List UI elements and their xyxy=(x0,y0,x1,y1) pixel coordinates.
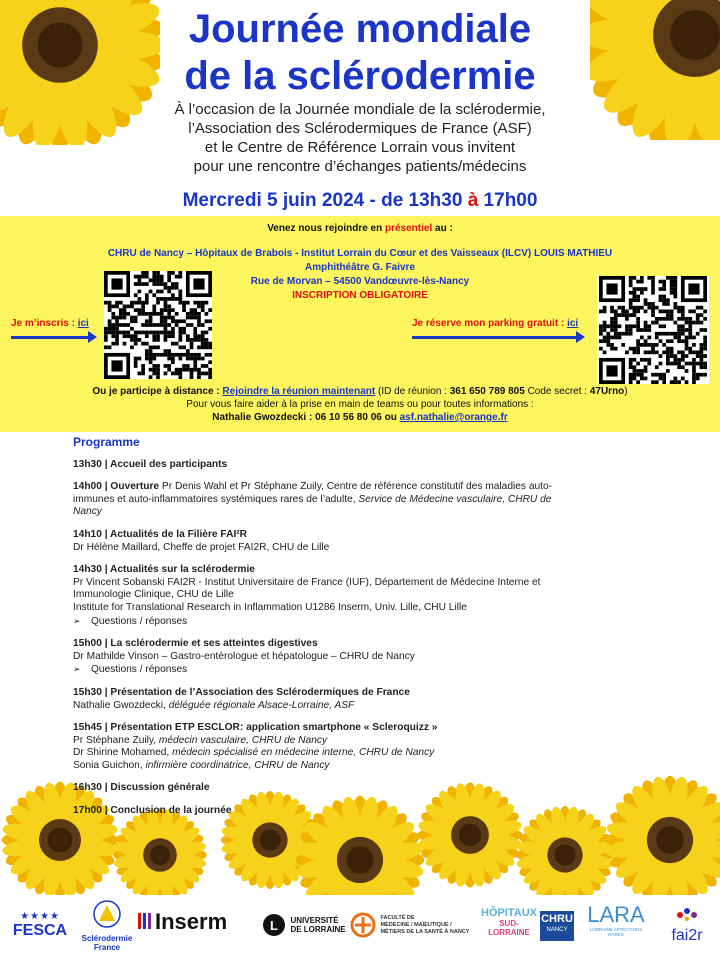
programme-item-line xyxy=(73,494,643,507)
passcode: 47Urno xyxy=(589,386,625,397)
programme-item-line xyxy=(73,760,643,773)
mandatory-notice: INSCRIPTION OBLIGATOIRE xyxy=(292,290,428,301)
line-text: Immunologie Clinique, CHU de Lille xyxy=(73,589,234,601)
passcode-label: Code secret : xyxy=(524,386,590,397)
register-link[interactable]: ici xyxy=(77,318,89,329)
programme-item-line xyxy=(73,700,643,713)
programme-item-heading: 15h45 | Présentation ETP ESCLOR: application smartphone « Scleroquizz » xyxy=(73,722,438,734)
inserm-logo xyxy=(138,909,228,934)
programme-item-line xyxy=(73,747,643,760)
fac-text-1: FACULTÉ DE xyxy=(380,914,415,921)
arrow-right-icon xyxy=(11,336,89,339)
fai2r-dots-icon xyxy=(672,905,702,923)
intro-line: pour une rencontre d’échanges patients/médecins xyxy=(193,158,527,175)
sclerodermie-france-logo xyxy=(76,899,138,952)
fesca-logo: ★★★★ FESCA xyxy=(12,911,68,939)
line-italic: médecin vasculaire, CHRU de Nancy xyxy=(158,734,328,746)
chru-text-1: CHRU xyxy=(541,913,573,925)
event-date xyxy=(0,190,720,212)
contact-line xyxy=(0,412,720,424)
lara-logo xyxy=(584,903,648,937)
parking-text: Je réserve mon parking gratuit : xyxy=(412,318,568,329)
parking-link[interactable]: ici xyxy=(567,318,579,329)
intro-line: l’Association des Sclérodermiques de France (ASF) xyxy=(188,120,532,137)
programme-item-heading: 14h00 | Ouverture xyxy=(73,481,160,493)
programme-item-line xyxy=(73,735,643,748)
line-text: Nathalie Gwozdecki, xyxy=(73,699,169,711)
faculte-medecine-logo xyxy=(350,912,469,938)
line-text: Dr Hélène Maillard, Cheffe de projet FAI2R, CHU de Lille xyxy=(73,541,330,553)
programme-item xyxy=(73,638,643,677)
venue-room: Amphithéâtre G. Faivre xyxy=(304,262,416,273)
line-text: Pr Stéphane Zuily, xyxy=(73,734,159,746)
univ-text-2: DE LORRAINE xyxy=(290,925,346,934)
teams-meeting-link[interactable]: Rejoindre la réunion maintenant xyxy=(222,386,376,397)
programme-item-heading: 16h30 | Discussion générale xyxy=(73,782,210,794)
hopitaux-sud-lorraine-logo xyxy=(480,907,538,937)
intro-line: À l’occasion de la Journée mondiale de la sclérodermie, xyxy=(174,101,546,118)
intro-line: et le Centre de Référence Lorrain vous invitent xyxy=(204,139,516,156)
remote-prefix: Ou je participe à distance : xyxy=(92,386,223,397)
svg-text:L: L xyxy=(270,918,278,933)
venue-address: Rue de Morvan – 54500 Vandœuvre-lès-Nancy xyxy=(250,276,470,287)
fac-text-3: MÉTIERS DE LA SANTÉ À NANCY xyxy=(380,928,470,935)
line-italic: infirmière coordinatrice, CHRU de Nancy xyxy=(145,759,330,771)
line-italic: Service de Médecine vasculaire, CHRU de xyxy=(358,493,552,505)
programme-item-heading: 15h30 | Présentation de l’Association des Sclérodermiques de France xyxy=(73,686,410,698)
programme-item-heading: 14h10 | Actualités de la Filière FAI²R xyxy=(73,528,248,540)
chru-nancy-logo xyxy=(540,911,574,941)
programme-item xyxy=(73,481,643,519)
programme xyxy=(73,436,643,828)
programme-item-heading: 14h30 | Actualités sur la sclérodermie xyxy=(73,564,255,576)
programme-item-line xyxy=(73,651,643,664)
help-line: Pour vous faire aider à la prise en main de teams ou pour toutes informations : xyxy=(186,399,534,410)
contact-name-phone: Nathalie Gwozdecki : 06 10 56 80 06 ou xyxy=(212,412,400,423)
event-time-sep: à xyxy=(467,190,479,211)
hop-text-1: HÔPITAUX xyxy=(480,907,538,919)
programme-item xyxy=(73,529,643,554)
programme-item xyxy=(73,459,643,472)
lara-subtext: LORRAINE AFFECTIONS RARES xyxy=(589,927,643,937)
programme-item xyxy=(73,564,643,628)
programme-item-line xyxy=(73,602,643,615)
parking-qr-code[interactable] xyxy=(597,276,709,384)
join-suffix: au : xyxy=(432,223,453,234)
chru-text-2: NANCY xyxy=(546,927,568,933)
hop-text-2: SUD-LORRAINE xyxy=(488,919,530,937)
meeting-id: 361 650 789 805 xyxy=(449,386,525,397)
join-prefix: Venez nous rejoindre en xyxy=(267,223,385,234)
programme-item xyxy=(73,722,643,772)
line-text: immunes et auto-inflammatoires systémiques rares de l’adulte, xyxy=(73,493,359,505)
asf-text-1: Sclérodermie xyxy=(81,934,133,943)
lara-text: LARA xyxy=(587,902,645,927)
event-end: 17h00 xyxy=(478,190,538,211)
intro-text xyxy=(0,100,720,176)
programme-item-line xyxy=(73,542,643,555)
programme-bullet: Questions / réponses xyxy=(91,615,188,627)
line-text: Institute for Translational Research in Inflammation U1286 Inserm, Univ. Lille, CHU Lille xyxy=(73,601,467,613)
programme-heading: Programme xyxy=(73,435,140,449)
fesca-text: FESCA xyxy=(12,922,68,939)
title-line-2: de la sclérodermie xyxy=(184,54,536,98)
univ-lorraine-logo xyxy=(262,913,346,937)
join-line xyxy=(0,223,720,235)
remote-suffix: ) xyxy=(624,386,628,397)
univ-lorraine-icon xyxy=(262,913,286,937)
line-italic: déléguée régionale Alsace-Lorraine, ASF xyxy=(168,699,355,711)
programme-item xyxy=(73,687,643,712)
venue-place: CHRU de Nancy – Hôpitaux de Brabois - Institut Lorrain du Cœur et des Vaisseaux (ILCV) LOUIS MATHIEU xyxy=(107,248,613,259)
line-text: Sonia Guichon, xyxy=(73,759,146,771)
programme-bullet-row xyxy=(73,615,643,629)
partner-logos xyxy=(0,895,720,960)
join-mode: présentiel xyxy=(385,223,433,234)
line-text: Dr Shirine Mohamed, xyxy=(73,747,173,759)
programme-item-speakers: Pr Denis Wahl et Pr Stéphane Zuily, Centre de référence constitutif des maladies auto- xyxy=(159,481,553,493)
programme-item-line xyxy=(73,589,643,602)
programme-bullet-row xyxy=(73,663,643,677)
fai2r-logo xyxy=(662,905,712,944)
meeting-id-label: (ID de réunion : xyxy=(375,386,450,397)
title-line-1: Journée mondiale xyxy=(188,7,532,51)
contact-email-link[interactable]: asf.nathalie@orange.fr xyxy=(399,412,508,423)
programme-item-line xyxy=(73,506,643,519)
line-italic: médecin spécialisé en médecine interne, CHRU de Nancy xyxy=(172,747,435,759)
programme-item xyxy=(73,782,643,795)
register-qr-code[interactable] xyxy=(104,271,212,379)
line-text: Pr Vincent Sobanski FAI2R - Institut Universitaire de France (IUF), Département de Médecine Interne et xyxy=(73,576,541,588)
fai2r-text: fai2r xyxy=(671,927,703,944)
programme-bullet: Questions / réponses xyxy=(91,664,188,676)
inserm-text: Inserm xyxy=(155,909,228,934)
register-label xyxy=(11,318,89,329)
arrow-right-icon xyxy=(412,336,577,339)
asf-text-2: France xyxy=(93,943,121,952)
register-text: Je m’inscris : xyxy=(11,318,78,329)
asf-emblem-icon xyxy=(89,899,125,929)
page-title xyxy=(0,6,720,100)
info-band xyxy=(0,216,720,432)
fac-text-2: MÉDECINE / MAÏEUTIQUE / xyxy=(380,921,452,928)
event-day: Mercredi 5 juin 2024 - de 13h30 xyxy=(182,190,468,211)
programme-item-heading: 17h00 | Conclusion de la journée xyxy=(73,805,232,817)
line-italic: Nancy xyxy=(73,506,102,518)
remote-line xyxy=(0,386,720,398)
parking-label xyxy=(412,318,578,329)
line-text: Dr Mathilde Vinson – Gastro-entérologue et hépatologue – CHRU de Nancy xyxy=(73,650,415,662)
programme-item-heading: 15h00 | La sclérodermie et ses atteintes digestives xyxy=(73,638,318,650)
univ-text-1: UNIVERSITÉ xyxy=(290,916,339,925)
faculte-icon xyxy=(350,912,376,938)
programme-item-heading: 13h30 | Accueil des participants xyxy=(73,458,228,470)
programme-item-line xyxy=(73,577,643,590)
programme-item xyxy=(73,805,643,818)
